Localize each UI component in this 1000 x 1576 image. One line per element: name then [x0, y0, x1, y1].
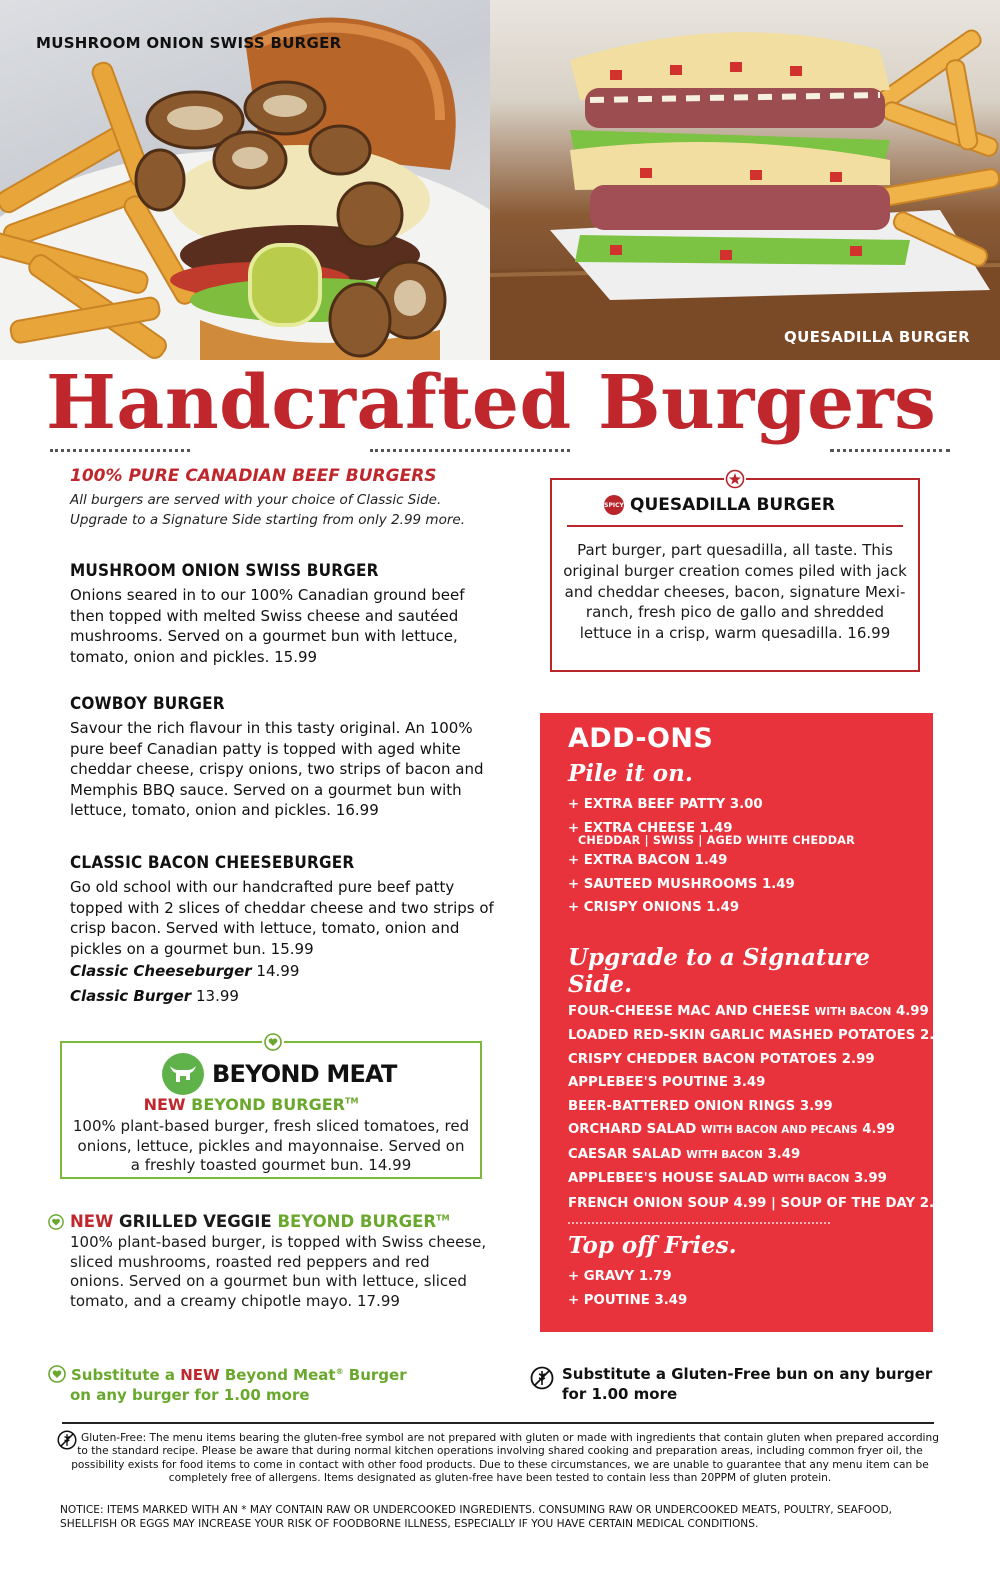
beyond-meat-logo	[162, 1053, 397, 1095]
menu-item-description: Savour the rich flavour in this tasty original. An 100% pure beef Canadian patty is topped with aged white cheddar cheese, crispy onions, two strips of bacon and Memphis BBQ sauce. Served on a gourmet bun with lettuce, tomato, onion and pickles. 16.99	[70, 719, 484, 819]
side-price: 3.49	[767, 1146, 801, 1162]
variant-classic-burger	[70, 987, 239, 1005]
menu-item-name	[48, 1212, 488, 1231]
variant-name: Classic Cheeseburger	[70, 962, 252, 980]
list-item: + SAUTEED MUSHROOMS 1.49	[568, 876, 795, 892]
substitute-gluten-free-note	[530, 1364, 950, 1404]
quesadilla-burger-description: Part burger, part quesadilla, all taste. This original burger creation comes piled with jack and cheddar cheeses, bacon, signature Mexi-ranch, fresh pico de gallo and shredded lettuce in a crisp, warm quesadilla. 16.99	[563, 541, 907, 643]
list-item	[568, 1024, 953, 1048]
list-item	[568, 1048, 933, 1072]
menu-item-name: CLASSIC BACON CHEESEBURGER	[70, 853, 355, 873]
mushroom-burger-photo	[0, 0, 490, 360]
gluten-free-disclaimer	[60, 1432, 940, 1485]
spicy-badge: SPICY	[604, 495, 624, 515]
star-icon	[724, 468, 746, 490]
variant-price: 14.99	[256, 962, 300, 980]
side-modifier: WITH BACON	[772, 1173, 850, 1185]
side-price: 4.99	[862, 1122, 896, 1137]
add-ons-title: ADD-ONS	[568, 723, 714, 754]
list-item	[568, 1071, 933, 1095]
variant-classic-cheeseburger	[70, 962, 299, 980]
side-name: ORCHARD SALAD	[568, 1122, 697, 1137]
menu-item-cowboy-burger	[70, 694, 500, 821]
side-name: CRISPY CHEDDER BACON POTATOES 2.99	[568, 1051, 875, 1067]
side-name: APPLEBEE'S POUTINE 3.49	[568, 1075, 766, 1090]
beyond-burger-box	[60, 1041, 482, 1179]
signature-side-heading: Upgrade to a Signature Side.	[568, 943, 870, 998]
substitute-text: on any burger for 1.00 more	[70, 1386, 310, 1404]
substitute-gf-line: for 1.00 more	[562, 1385, 678, 1403]
menu-item-name: COWBOY BURGER	[70, 694, 225, 714]
substitute-gf-line: Substitute a Gluten-Free bun on any burger	[562, 1365, 933, 1383]
section-subtitle-line: All burgers are served with your choice of Classic Side.	[70, 492, 442, 508]
side-price: 3.99	[854, 1171, 887, 1186]
quesadilla-burger-box	[550, 478, 920, 672]
list-item	[568, 1095, 933, 1119]
menu-item-description: 100% plant-based burger, is topped with Swiss cheese, sliced mushrooms, roasted red peppers and red onions. Served on a gourmet bun with lettuce, sliced tomato, and a creamy chipotle mayo. 17.99	[70, 1233, 487, 1310]
side-name: CAESAR SALAD	[568, 1146, 682, 1162]
list-item	[568, 1192, 953, 1216]
section-heading: 100% PURE CANADIAN BEEF BURGERS	[70, 466, 437, 486]
raw-food-notice: NOTICE: ITEMS MARKED WITH AN * MAY CONTAIN RAW OR UNDERCOOKED INGREDIENTS. CONSUMING RAW OR UNDERCOOKED MEATS, POULTRY, SEAFOOD, SHELLFISH OR EGGS MAY INCREASE YOUR RISK OF FOODBORNE ILLNESS, ESPECIALLY IF YOU HAVE CERTAIN MEDICAL CONDITIONS.	[60, 1504, 892, 1530]
new-label: NEW	[70, 1212, 114, 1231]
gluten-free-icon	[530, 1366, 554, 1390]
list-item	[568, 1143, 933, 1168]
title-underline-left	[50, 449, 190, 452]
beyond-meat-wordmark: BEYOND MEAT	[212, 1060, 397, 1088]
divider	[567, 525, 903, 527]
footer-divider	[62, 1422, 934, 1424]
beyond-meat-steer-icon	[162, 1053, 204, 1095]
side-modifier: WITH BACON	[686, 1148, 763, 1161]
menu-item-mushroom-onion-swiss	[70, 561, 500, 667]
substitute-text: Beyond Meat	[224, 1366, 336, 1384]
list-item: + EXTRA BEEF PATTY 3.00	[568, 797, 763, 812]
side-modifier: WITH BACON AND PECANS	[700, 1124, 858, 1136]
new-label: NEW	[143, 1095, 186, 1114]
list-item: + EXTRA BACON 1.49	[568, 853, 728, 868]
plant-based-heart-icon	[262, 1031, 284, 1053]
veggie-name-beyond: BEYOND BURGER	[277, 1212, 437, 1231]
variant-name: Classic Burger	[70, 987, 192, 1005]
quesadilla-burger-heading	[604, 495, 835, 515]
menu-item-description: Go old school with our handcrafted pure beef patty topped with 2 slices of cheddar cheese and two strips of crisp bacon. Served with lettuce, tomato, onion and pickles on a gourmet bun. 15.99	[70, 878, 494, 958]
page-title: Handcrafted Burgers	[46, 360, 937, 446]
side-name: FOUR-CHEESE MAC AND CHEESE	[568, 1003, 810, 1019]
quesadilla-burger-illustration	[490, 0, 1000, 360]
trademark: TM	[345, 1096, 359, 1106]
beyond-burger-title: BEYOND BURGER	[191, 1095, 345, 1114]
fries-toppings-list	[568, 1265, 933, 1312]
title-underline-right	[830, 449, 950, 452]
side-name: LOADED RED-SKIN GARLIC MASHED POTATOES 2.99	[568, 1028, 953, 1043]
new-label: NEW	[180, 1366, 220, 1384]
dotted-divider	[568, 1222, 830, 1224]
list-item: + EXTRA CHEESE 1.49	[568, 820, 733, 836]
plant-based-heart-icon	[48, 1214, 64, 1230]
quesadilla-burger-photo-caption: QUESADILLA BURGER	[784, 328, 970, 346]
list-item: + GRAVY 1.79	[568, 1269, 672, 1284]
menu-item-grilled-veggie-beyond	[48, 1212, 488, 1311]
top-off-fries-heading: Top off Fries.	[568, 1232, 737, 1259]
substitute-text: Substitute a	[71, 1366, 175, 1384]
cheese-options-note: CHEDDAR | SWISS | AGED WHITE CHEDDAR	[578, 834, 855, 847]
signature-sides-list	[568, 1000, 953, 1216]
side-name: APPLEBEE'S HOUSE SALAD	[568, 1171, 769, 1186]
list-item: + CRISPY ONIONS 1.49	[568, 900, 740, 915]
section-subtitle-line: Upgrade to a Signature Side starting from only 2.99 more.	[70, 512, 465, 528]
variant-price: 13.99	[195, 987, 239, 1005]
list-item	[568, 1118, 933, 1143]
list-item	[568, 1000, 933, 1025]
substitute-text: Burger	[348, 1366, 407, 1384]
veggie-name-part: GRILLED VEGGIE	[119, 1212, 272, 1231]
add-ons-panel	[540, 713, 953, 1332]
side-name: BEER-BATTERED ONION RINGS 3.99	[568, 1098, 833, 1114]
section-subtitle	[70, 490, 510, 530]
list-item	[568, 1167, 933, 1192]
mushroom-burger-photo-caption: MUSHROOM ONION SWISS BURGER	[36, 34, 342, 52]
menu-item-classic-bacon-cheeseburger	[70, 853, 495, 959]
substitute-beyond-note	[48, 1362, 468, 1405]
menu-item-name: MUSHROOM ONION SWISS BURGER	[70, 561, 379, 581]
gluten-free-disclaimer-text: Gluten-Free: The menu items bearing the gluten-free symbol are not prepared with gluten or made with ingredients that contain gluten when prepared according to the standard recipe. Please be aware that during normal kitchen operations involving shared cooking and preparation areas, including common fryer oil, the possibility exists for food items to come in contact with other food products. Due to these circumstances, we are unable to guarantee that any menu item can be completely free of allergens. Items designated as gluten-free have been tested to contain less than 20PPM of gluten protein.	[71, 1432, 939, 1484]
trademark: TM	[436, 1213, 450, 1223]
beyond-burger-name	[62, 1095, 480, 1114]
side-modifier: WITH BACON	[814, 1005, 892, 1018]
title-underline-middle	[370, 449, 570, 452]
pile-it-on-list	[568, 793, 933, 920]
pile-it-on-heading: Pile it on.	[568, 760, 693, 787]
menu-item-description: Onions seared in to our 100% Canadian ground beef then topped with melted Swiss cheese and sautéed mushrooms. Served on a gourmet bun with lettuce, tomato, onion and pickles. 15.99	[70, 586, 465, 666]
registered-mark: ®	[335, 1367, 344, 1376]
beyond-burger-description: 100% plant-based burger, fresh sliced tomatoes, red onions, lettuce, pickles and mayonnaise. Served on a freshly toasted gourmet bun. 14.99	[72, 1117, 470, 1174]
side-price: 4.99	[895, 1003, 929, 1019]
list-item: + POUTINE 3.49	[568, 1292, 688, 1308]
quesadilla-burger-photo	[490, 0, 1000, 360]
quesadilla-burger-name: QUESADILLA BURGER	[630, 495, 835, 515]
plant-based-heart-icon	[48, 1365, 66, 1383]
mushroom-burger-illustration	[0, 0, 490, 360]
side-name: FRENCH ONION SOUP 4.99 | SOUP OF THE DAY 2.99	[568, 1195, 953, 1211]
